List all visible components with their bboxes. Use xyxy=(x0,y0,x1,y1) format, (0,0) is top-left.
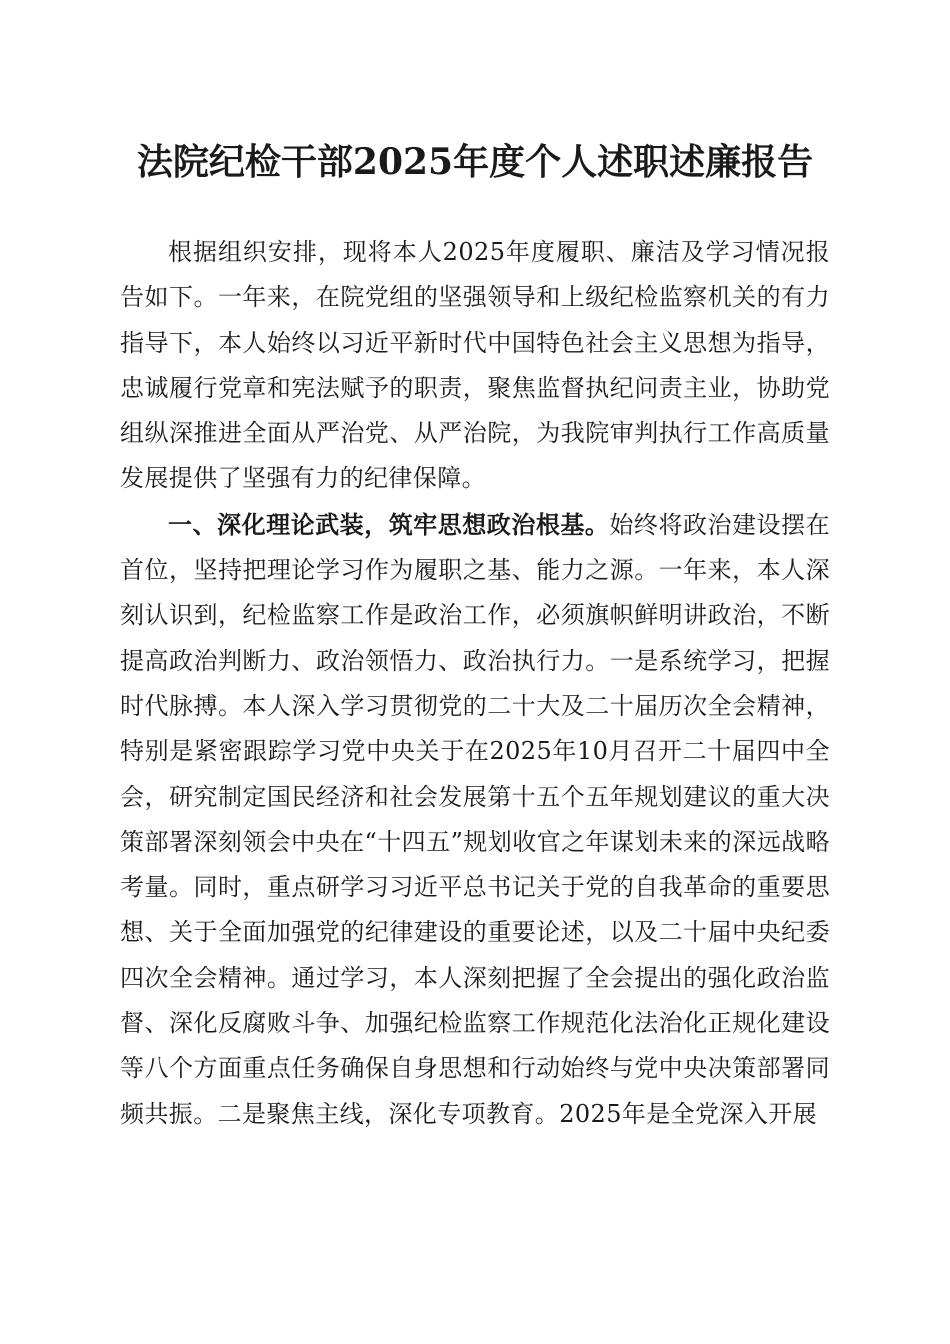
intro-paragraph-text: 根据组织安排，现将本人2025年度履职、廉洁及学习情况报告如下。一年来，在院党组的坚强领导和上级纪检监察机关的有力指导下，本人始终以习近平新时代中国特色社会主义思想为指导，忠诚履行党章和宪法赋予的职责，聚焦监督执纪问责主业，协助党组纵深推进全面从严治党、从严治院，为我院审判执行工作高质量发展提供了坚强有力的纪律保障。 xyxy=(120,238,830,493)
document-body xyxy=(120,230,830,1137)
intro-paragraph xyxy=(120,230,830,502)
section-one-paragraph xyxy=(120,502,830,1137)
section-one-heading: 一、深化理论武装，筑牢思想政治根基。 xyxy=(168,509,610,539)
section-one-text: 始终将政治建设摆在首位，坚持把理论学习作为履职之基、能力之源。一年来，本人深刻认识到，纪检监察工作是政治工作，必须旗帜鲜明讲政治，不断提高政治判断力、政治领悟力、政治执行力。一是系统学习，把握时代脉搏。本人深入学习贯彻党的二十大及二十届历次全会精神，特别是紧密跟踪学习党中央关于在2025年10月召开二十届四中全会，研究制定国民经济和社会发展第十五个五年规划建议的重大决策部署深刻领会中央在“十四五”规划收官之年谋划未来的深远战略考量。同时，重点研学习习近平总书记关于党的自我革命的重要思想、关于全面加强党的纪律建设的重要论述，以及二十届中央纪委四次全会精神。通过学习，本人深刻把握了全会提出的强化政治监督、深化反腐败斗争、加强纪检监察工作规范化法治化正规化建设等八个方面重点任务确保自身思想和行动始终与党中央决策部署同频共振。二是聚焦主线，深化专项教育。2025年是全党深入开展 xyxy=(120,510,830,1128)
document-title: 法院纪检干部2025年度个人述职述廉报告 xyxy=(136,141,814,183)
